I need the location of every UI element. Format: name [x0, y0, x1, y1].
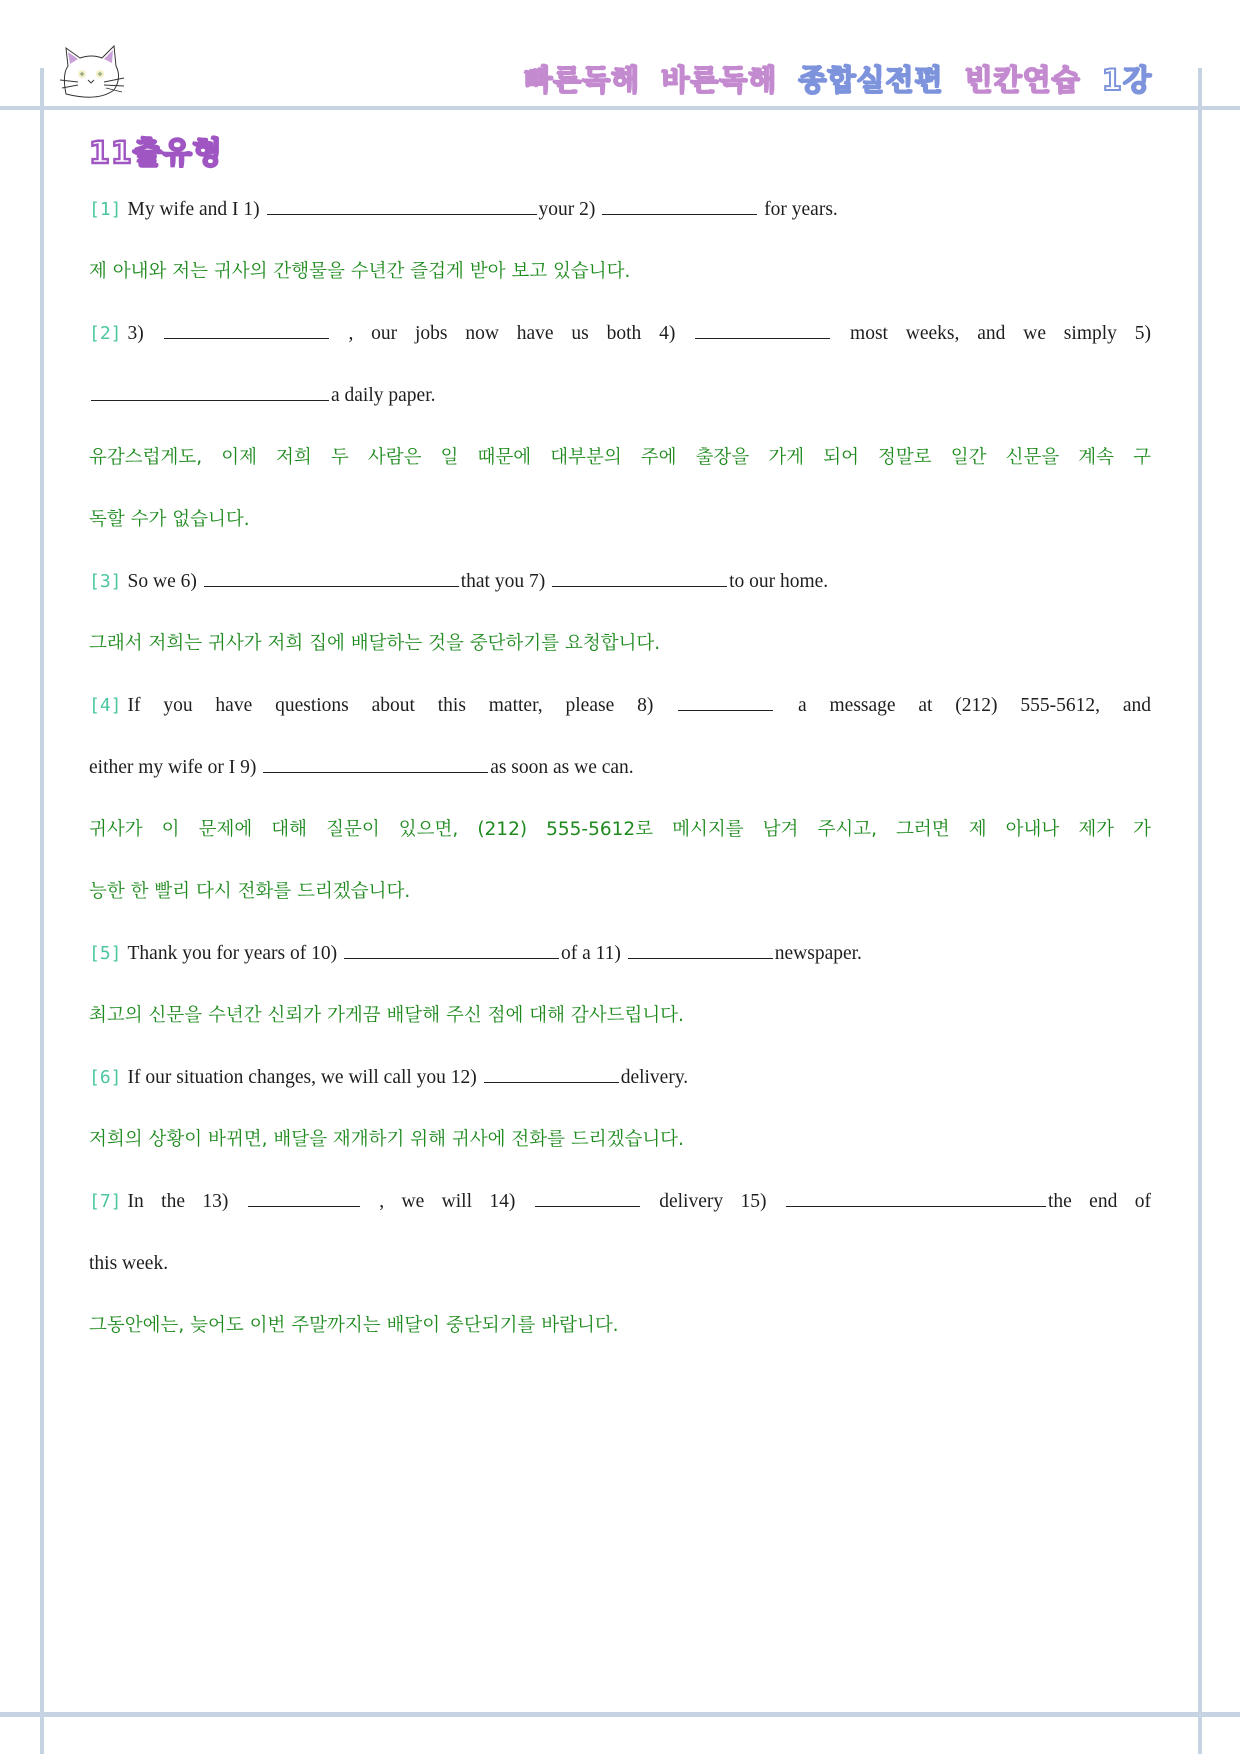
english-sentence-line: [89, 684, 1151, 746]
page-frame-top-line: [0, 106, 1240, 110]
english-sentence-line: [89, 746, 1151, 808]
exercise-item: [89, 312, 1151, 560]
english-sentence-line: [89, 1056, 1151, 1118]
english-sentence-line: [89, 560, 1151, 622]
fill-in-blank[interactable]: [535, 1188, 640, 1207]
sentence-text: most weeks, and we simply 5): [832, 323, 1151, 344]
fill-in-blank[interactable]: [484, 1064, 619, 1083]
english-sentence-line: [89, 932, 1151, 994]
sentence-text: this week.: [89, 1253, 169, 1274]
korean-translation-line: 귀사가 이 문제에 대해 질문이 있으면, (212) 555-5612로 메시지를 남겨 주시고, 그러면 제 아내나 제가 가: [89, 819, 1151, 840]
korean-translation-line: 제 아내와 저는 귀사의 간행물을 수년간 즐겁게 받아 보고 있습니다.: [89, 261, 631, 282]
cat-face-icon: [58, 44, 128, 102]
sentence-text: that you 7): [460, 571, 551, 592]
fill-in-blank[interactable]: [248, 1188, 360, 1207]
exercise-item: [89, 1056, 1151, 1180]
header-title-segment: 빠른독해: [524, 63, 641, 97]
fill-in-blank[interactable]: [164, 320, 329, 339]
korean-translation-line: 유감스럽게도, 이제 저희 두 사람은 일 때문에 대부분의 주에 출장을 가게 되어 정말로 일간 신문을 계속 구: [89, 447, 1151, 468]
fill-in-blank[interactable]: [204, 568, 459, 587]
section-heading: 11출유형: [89, 136, 223, 171]
exercise-item: [89, 560, 1151, 684]
english-sentence-line: [89, 1180, 1151, 1242]
sentence-text: a daily paper.: [331, 385, 436, 406]
sentence-text: newspaper.: [774, 943, 862, 964]
sentence-text: to our home.: [729, 571, 829, 592]
fill-in-blank[interactable]: [695, 320, 830, 339]
item-number-marker: [6]: [89, 1067, 122, 1088]
sentence-text: 3): [127, 323, 162, 344]
korean-translation-line: 저희의 상황이 바뀌면, 배달을 재개하기 위해 귀사에 전화를 드리겠습니다.: [89, 1129, 684, 1150]
english-sentence-line: [89, 1242, 1151, 1304]
fill-in-blank[interactable]: [552, 568, 727, 587]
fill-in-blank[interactable]: [344, 940, 559, 959]
sentence-text: either my wife or I 9): [89, 757, 262, 778]
page-frame-right-line: [1198, 68, 1202, 1754]
english-sentence-line: [89, 312, 1151, 374]
sentence-text: delivery.: [620, 1067, 689, 1088]
fill-in-blank[interactable]: [786, 1188, 1046, 1207]
korean-translation-line: 독할 수가 없습니다.: [89, 509, 250, 530]
header-title-segment: 바른독해: [661, 63, 778, 97]
exercise-item: [89, 684, 1151, 932]
sentence-text: So we 6): [127, 571, 202, 592]
item-number-marker: [2]: [89, 323, 122, 344]
sentence-text: If you have questions about this matter, please 8): [127, 695, 677, 716]
item-number-marker: [7]: [89, 1191, 122, 1212]
item-number-marker: [5]: [89, 943, 122, 964]
sentence-text: as soon as we can.: [490, 757, 634, 778]
page-frame-left-line: [40, 68, 44, 1754]
header-title-segment: 빈칸연습: [964, 63, 1081, 97]
korean-translation-line: 최고의 신문을 수년간 신뢰가 가게끔 배달해 주신 점에 대해 감사드립니다.: [89, 1005, 684, 1026]
sentence-text: your 2): [538, 199, 601, 220]
sentence-text: , our jobs now have us both 4): [330, 323, 694, 344]
fill-in-blank[interactable]: [628, 940, 773, 959]
page-frame-bottom-line: [0, 1712, 1240, 1717]
sentence-text: , we will 14): [361, 1191, 533, 1212]
sentence-text: My wife and I 1): [127, 199, 265, 220]
item-number-marker: [3]: [89, 571, 122, 592]
fill-in-blank[interactable]: [263, 754, 488, 773]
fill-in-blank[interactable]: [267, 196, 537, 215]
header-title-segment: 종합실전편: [798, 63, 944, 97]
fill-in-blank[interactable]: [678, 692, 773, 711]
korean-translation-line: 그동안에는, 늦어도 이번 주말까지는 배달이 중단되기를 바랍니다.: [89, 1315, 619, 1336]
exercise-item: [89, 188, 1151, 312]
sentence-text: a message at (212) 555-5612, and: [775, 695, 1151, 716]
fill-in-blank[interactable]: [91, 382, 329, 401]
korean-translation-line: 능한 한 빨리 다시 전화를 드리겠습니다.: [89, 881, 411, 902]
sentence-text: delivery 15): [641, 1191, 784, 1212]
sentence-text: In the 13): [127, 1191, 246, 1212]
header-title-segment: 1강: [1101, 63, 1152, 97]
exercise-content: [89, 188, 1151, 1366]
sentence-text: for years.: [759, 199, 838, 220]
sentence-text: Thank you for years of 10): [127, 943, 342, 964]
fill-in-blank[interactable]: [602, 196, 757, 215]
header-title: [514, 58, 1152, 99]
english-sentence-line: [89, 374, 1151, 436]
sentence-text: of a 11): [560, 943, 626, 964]
exercise-item: [89, 1180, 1151, 1366]
korean-translation-line: 그래서 저희는 귀사가 저희 집에 배달하는 것을 중단하기를 요청합니다.: [89, 633, 661, 654]
sentence-text: the end of: [1047, 1191, 1151, 1212]
exercise-item: [89, 932, 1151, 1056]
item-number-marker: [1]: [89, 199, 122, 220]
item-number-marker: [4]: [89, 695, 122, 716]
english-sentence-line: [89, 188, 1151, 250]
sentence-text: If our situation changes, we will call you 12): [127, 1067, 482, 1088]
